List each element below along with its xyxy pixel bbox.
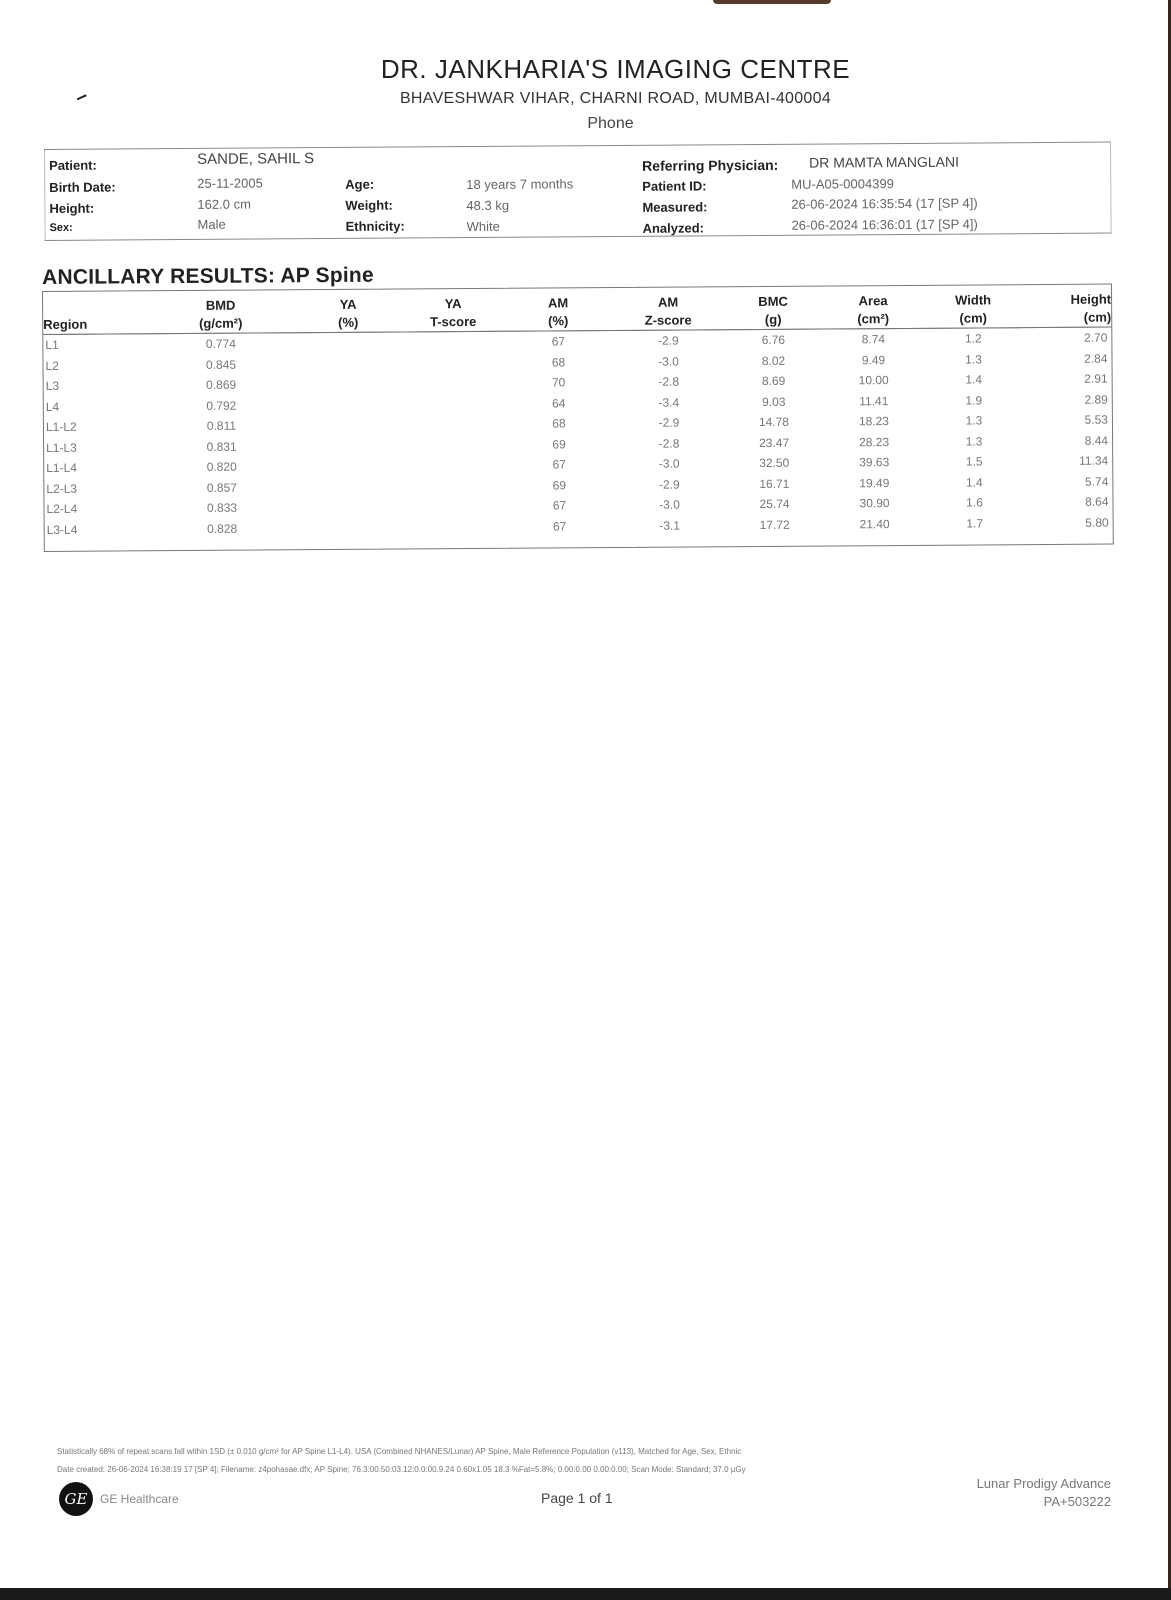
table-body (43, 327, 1112, 540)
table-cell: 21.40 (859, 516, 890, 532)
table-cell: 1.9 (965, 393, 983, 408)
table-cell: -3.0 (659, 497, 680, 512)
table-cell: 10.00 (858, 373, 889, 388)
table-cell (404, 414, 504, 435)
table-cell: 9.49 (861, 352, 886, 368)
region-cell: L3-L4 (46, 522, 78, 537)
table-cell: -2.9 (658, 415, 680, 430)
table-cell: 5.80 (1085, 515, 1109, 530)
region-cell: L1-L2 (45, 420, 77, 435)
region-cell: L3 (45, 379, 60, 394)
column-header-cm: (cm) (923, 307, 1023, 328)
table-cell (404, 393, 504, 414)
patient-id-value: MU-A05-0004399 (791, 176, 894, 192)
table-cell: 8.02 (761, 353, 786, 368)
table-cell: 0.831 (206, 439, 237, 454)
table-cell (403, 352, 503, 373)
table-cell: 0.774 (205, 336, 236, 352)
table-cell: 30.90 (859, 496, 890, 511)
clinic-name: DR. JANKHARIA'S IMAGING CENTRE (380, 54, 851, 84)
analyzed-value: 26-06-2024 16:36:01 (17 [SP 4]) (791, 216, 978, 233)
table-cell (295, 517, 405, 538)
device-id: PA+503222 (1043, 1494, 1111, 1509)
table-cell: -2.8 (658, 436, 680, 451)
table-cell: 1.7 (966, 516, 984, 531)
column-header-t-score: T-score (403, 311, 503, 332)
table-cell: 8.44 (1084, 433, 1109, 448)
column-header-top: Height (1070, 291, 1112, 307)
table-cell (405, 516, 505, 537)
measured-label: Measured: (642, 199, 708, 215)
height-value: 162.0 cm (197, 196, 251, 212)
table-cell: 67 (551, 334, 566, 349)
column-header-region: Region (43, 313, 148, 334)
table-cell (294, 394, 404, 415)
height-label: Height: (49, 200, 95, 216)
table-cell: 8.74 (861, 332, 886, 347)
column-header-col4: (%) (503, 310, 613, 331)
footer-scan-details: Date created: 26-06-2024 16:38:19 17 [SP 4]; Filename: z4pohasae.dfx; AP Spine; 76.3:00.50:03.12:0.0:00.9.24 0.60x1.05 18.3 %Fat=5.8%; 0.00:0.00 0.00:0.00; Scan Mode: Standard; 37.0 µGy (57, 1465, 746, 1474)
table-cell: 68 (551, 355, 566, 370)
table-cell: 0.792 (206, 398, 237, 413)
measured-value: 26-06-2024 16:35:54 (17 [SP 4]) (791, 195, 978, 212)
table-cell: 18.23 (858, 414, 889, 429)
table-cell: 0.845 (205, 357, 237, 372)
referring-physician-value: DR MAMTA MANGLANI (809, 153, 960, 171)
table-cell: 0.857 (206, 480, 237, 495)
column-header-top: BMC (758, 293, 788, 309)
table-cell (403, 331, 503, 353)
results-table (42, 284, 1114, 552)
table-cell (294, 455, 404, 476)
patient-label: Patient: (49, 157, 97, 173)
table-cell (404, 373, 504, 394)
region-cell: L2-L4 (46, 502, 78, 517)
table-cell (404, 434, 504, 455)
birth-date-value: 25-11-2005 (197, 175, 263, 191)
sex-value: Male (197, 216, 226, 232)
table-cell: 8.69 (761, 374, 786, 389)
table-cell: 67 (552, 498, 567, 513)
table-cell: -3.4 (658, 395, 680, 410)
table-cell: 6.76 (761, 333, 786, 348)
table-cell: 0.811 (206, 418, 237, 434)
column-header-g-cm: (g/cm²) (148, 312, 293, 334)
clinic-phone: Phone (587, 115, 634, 132)
table-cell: 0.833 (206, 500, 238, 516)
table-cell: 0.869 (206, 377, 237, 393)
referring-physician-label: Referring Physician: (642, 156, 779, 174)
region-cell: L1 (45, 338, 59, 353)
table-cell: 28.23 (859, 434, 890, 450)
table-cell: 1.2 (964, 331, 982, 346)
table-cell: 1.3 (965, 352, 982, 367)
ethnicity-label: Ethnicity: (345, 218, 405, 234)
table-cell: 2.91 (1084, 371, 1108, 386)
table-cell: -3.0 (658, 354, 679, 369)
table-cell: 68 (552, 416, 566, 431)
table-cell: -3.0 (658, 456, 680, 471)
table-cell: 17.72 (759, 517, 790, 532)
table-cell: 1.3 (965, 413, 983, 428)
table-cell: 1.5 (965, 454, 983, 469)
ethnicity-value: White (466, 218, 500, 235)
table-cell: 32.50 (759, 456, 790, 471)
table-cell: -3.1 (659, 518, 681, 533)
table-cell: 39.63 (859, 455, 890, 470)
table-cell: 67 (552, 457, 566, 472)
table-cell: -2.8 (658, 374, 680, 389)
table-cell (293, 353, 403, 374)
table-cell: 0.828 (207, 521, 238, 536)
column-header-top (43, 291, 148, 314)
table-cell: 9.03 (762, 394, 786, 409)
table-cell: 1.6 (966, 495, 983, 510)
column-header-col2: (%) (293, 311, 403, 332)
table-cell: 14.78 (758, 415, 789, 430)
column-header-z-score: Z-score (613, 309, 723, 330)
table-cell: 11.34 (1079, 453, 1109, 469)
patient-name: SANDE, SAHIL S (197, 150, 315, 168)
table-cell (294, 476, 404, 497)
table-cell: 8.64 (1085, 494, 1109, 509)
column-header-cm: (cm²) (823, 308, 923, 329)
column-header-top: Width (955, 292, 992, 308)
table-cell: 5.74 (1084, 474, 1109, 489)
weight-value: 48.3 kg (466, 197, 510, 214)
page-number: Page 1 of 1 (541, 1490, 613, 1506)
table-cell (294, 496, 404, 517)
bottom-edge (0, 1588, 1171, 1600)
device-name: Lunar Prodigy Advance (976, 1476, 1111, 1491)
table-cell: -2.9 (657, 333, 679, 348)
table-cell (404, 475, 504, 496)
table-cell: 2.84 (1084, 351, 1108, 366)
table-cell (294, 373, 404, 394)
region-cell: L4 (45, 399, 60, 414)
column-header-cm: (cm) (1023, 307, 1111, 328)
company-name: GE Healthcare (100, 1492, 179, 1506)
table-cell: 11.41 (859, 393, 889, 409)
table-cell (294, 435, 404, 456)
region-cell: L2-L3 (46, 481, 78, 496)
table-cell: 69 (552, 437, 566, 452)
table-cell: 2.89 (1084, 392, 1108, 407)
table-cell: 5.53 (1084, 412, 1108, 427)
table-cell: 19.49 (859, 475, 890, 491)
patient-info-box (44, 142, 1112, 241)
table-cell: 0.820 (206, 459, 237, 475)
ge-logo-icon: GE (59, 1482, 93, 1516)
region-cell: L1-L3 (46, 440, 77, 455)
column-header-top: YA (339, 296, 357, 312)
table-cell: 1.3 (965, 434, 983, 449)
clinic-address: BHAVESHWAR VIHAR, CHARNI ROAD, MUMBAI-400004 (399, 90, 832, 107)
table-cell: -2.9 (658, 477, 680, 492)
age-label: Age: (345, 176, 375, 192)
table-cell (294, 414, 404, 435)
section-title: ANCILLARY RESULTS: AP Spine (42, 263, 374, 289)
column-header-top: BMD (205, 297, 236, 313)
table-cell: 70 (551, 375, 566, 390)
column-header-g: (g) (723, 309, 823, 330)
table-cell (404, 455, 504, 476)
birth-date-label: Birth Date: (49, 179, 116, 195)
table-cell: 23.47 (759, 435, 790, 450)
table-cell: 69 (552, 478, 567, 493)
table-cell: 64 (552, 396, 566, 411)
region-cell: L2 (45, 358, 59, 373)
weight-label: Weight: (345, 197, 393, 213)
analyzed-label: Analyzed: (642, 220, 705, 236)
table-cell: 2.70 (1083, 330, 1108, 345)
column-header-top: Area (858, 293, 888, 309)
top-edge-mark (713, 0, 831, 4)
table-cell (293, 332, 403, 354)
table-cell: 25.74 (759, 497, 790, 512)
column-header-top: AM (547, 295, 569, 311)
age-value: 18 years 7 months (466, 176, 574, 193)
patient-id-label: Patient ID: (642, 178, 707, 194)
table-cell: 16.71 (759, 476, 790, 491)
region-cell: L1-L4 (46, 461, 77, 476)
table-cell: 67 (552, 519, 567, 534)
column-header-top: YA (444, 296, 462, 312)
sex-label: Sex: (49, 221, 73, 234)
footer-statistics-note: Statistically 68% of repeat scans fall within 1SD (± 0.010 g/cm² for AP Spine L1-L4). USA (Combined NHANES/Lunar) AP Spine, Male Reference Population (v113), Matched for Age, Sex, Ethnic (57, 1447, 742, 1456)
column-header-top: AM (657, 294, 679, 310)
table-cell: 1.4 (965, 475, 983, 490)
table-cell (404, 496, 504, 517)
table-cell: 1.4 (965, 372, 983, 387)
